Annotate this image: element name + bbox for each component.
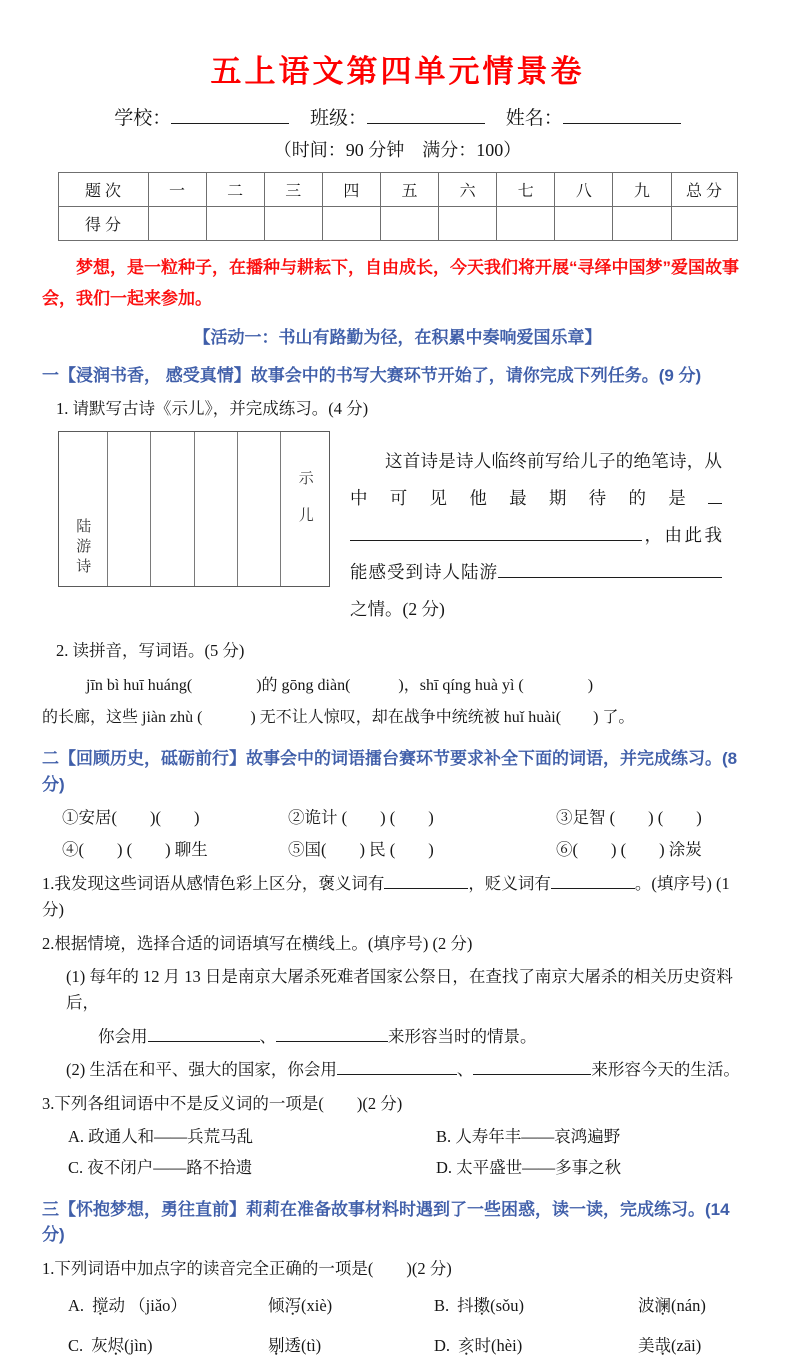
section-3-heading: 三【怀抱梦想，勇往直前】莉莉在准备故事材料时遇到了一些困惑，读一读，完成练习。(14 分) <box>42 1199 730 1245</box>
s2-question-2: 2.根据情境，选择合适的词语填写在横线上。(填序号) (2 分) <box>42 933 473 953</box>
option-word <box>268 1292 434 1320</box>
page-title: 五上语文第四单元情景卷 <box>210 54 585 89</box>
section-1-heading: 一【浸润书香， 感受真情】故事会中的书写大赛环节开始了，请你完成下列任务。(9 分) <box>42 365 702 385</box>
s2-question-2-2 <box>42 1057 753 1083</box>
score-header-row <box>58 173 737 207</box>
answer-blank <box>350 524 642 541</box>
score-col-3: 三 <box>264 173 322 207</box>
option-letter: D. <box>434 1336 451 1356</box>
word-text: (xiè) <box>301 1296 333 1316</box>
option-a: A. 政通人和——兵荒马乱 <box>68 1126 254 1146</box>
word-text: (zāi) <box>671 1336 702 1356</box>
word-item-3: ③足智 ( ) ( ) <box>556 808 702 827</box>
intro-paragraph: 梦想，是一粒种子，在播种与耕耘下，自由成长，今天我们将开展“寻绎中国梦”爱国故事会，我们一起来参加。 <box>42 258 739 309</box>
score-col-title: 题 次 <box>58 173 148 207</box>
section-2-heading: 二【回顾历史，砥砺前行】故事会中的词语擂台赛环节要求补全下面的词语，并完成练习。(8 分) <box>42 749 738 794</box>
score-cell <box>206 207 264 241</box>
s2-q1-text: 。(填序号) (1 分) <box>42 873 730 920</box>
answer-blank <box>708 487 722 504</box>
word-text: 动 （jiǎo） <box>108 1296 187 1316</box>
option-d: D. 太平盛世——多事之秋 <box>436 1158 622 1178</box>
grid-col-blank <box>151 432 194 586</box>
score-cell <box>555 207 613 241</box>
poem-note <box>350 443 722 628</box>
score-row-label: 得 分 <box>58 207 148 241</box>
word-text: 美 <box>638 1336 655 1356</box>
option-word <box>638 1332 753 1360</box>
score-col-8: 八 <box>555 173 613 207</box>
s2-q2-2-text: 、 <box>456 1060 474 1080</box>
option-b <box>434 1292 638 1320</box>
word-item-4: ④( ) ( ) 聊生 <box>62 840 208 860</box>
poem-author-label: 陆游诗 <box>74 517 91 578</box>
score-col-5: 五 <box>380 173 438 207</box>
word-text: 抖 <box>457 1296 474 1316</box>
answer-blank <box>551 873 635 889</box>
dotted-char: 搅 <box>92 1296 109 1316</box>
s2-q1-text: ，贬义词有 <box>468 873 551 893</box>
word-text: (sǒu) <box>490 1296 525 1316</box>
score-cell <box>322 207 380 241</box>
score-cell <box>497 207 555 241</box>
s2-question-2-1-cont <box>42 1024 753 1050</box>
word-item-5: ⑤国( ) 民 ( ) <box>288 840 434 860</box>
dotted-char: 澜 <box>654 1296 671 1316</box>
score-col-6: 六 <box>439 173 497 207</box>
option-b: B. 人寿年丰——哀鸿遍野 <box>436 1126 621 1146</box>
s2-q2-2-text: (2) 生活在和平、强大的国家，你会用 <box>66 1060 337 1080</box>
option-word <box>268 1332 434 1360</box>
s1-question-1: 1. 请默写古诗《示儿》，并完成练习。(4 分) <box>56 399 369 419</box>
word-text: 波 <box>638 1296 655 1316</box>
answer-blank <box>276 1026 388 1042</box>
grid-col-title <box>281 432 329 586</box>
score-col-2: 二 <box>206 173 264 207</box>
s2-q3-options-row-1 <box>42 1124 753 1150</box>
word-completion-row-2 <box>42 837 753 863</box>
s2-q2-1-text: 你会用 <box>98 1026 148 1046</box>
s3-q1-options-row-2 <box>42 1332 753 1360</box>
s3-q1-options-row-1 <box>42 1292 753 1320</box>
option-letter: A. <box>68 1296 85 1316</box>
dotted-char: 烬 <box>107 1336 125 1356</box>
word-completion-row-1 <box>42 805 753 831</box>
score-cell <box>380 207 438 241</box>
poem-note-text-1: 这首诗是诗人临终前写给儿子的绝笔诗，从中可见他最期待的是 <box>350 450 722 508</box>
score-col-1: 一 <box>148 173 206 207</box>
score-value-row <box>58 207 737 241</box>
score-cell <box>264 207 322 241</box>
dotted-char: 剔 <box>268 1336 285 1356</box>
option-d <box>434 1332 638 1360</box>
option-word <box>638 1292 753 1320</box>
grid-col-blank <box>108 432 151 586</box>
word-text: 倾 <box>268 1296 285 1316</box>
word-text: 时(hèi) <box>474 1336 523 1356</box>
activity-1-banner: 【活动一：书山有路勤为径，在积累中奏响爱国乐章】 <box>193 327 602 347</box>
score-col-total: 总 分 <box>671 173 737 207</box>
score-cell <box>613 207 671 241</box>
s2-q1-text: 1.我发现这些词语从感情色彩上区分，褒义词有 <box>42 873 385 893</box>
school-label: 学校： <box>114 108 172 129</box>
pinyin-line-1: jīn bì huī huáng( )的 gōng diàn( )，shī qíng huà yì ( ) <box>86 676 594 694</box>
score-col-4: 四 <box>322 173 380 207</box>
s2-q3-options-row-2 <box>42 1155 753 1181</box>
word-text: (nán) <box>671 1296 706 1316</box>
s2-question-2-1: (1) 每年的 12 月 13 日是南京大屠杀死难者国家公祭日，在查找了南京大屠杀的相关历史资料后， <box>66 966 733 1013</box>
option-a <box>68 1292 268 1320</box>
dotted-char: 泻 <box>284 1296 301 1316</box>
poem-note-text-3: 之情。(2 分) <box>350 599 445 620</box>
answer-blank <box>337 1059 457 1075</box>
word-text: 透(tì) <box>284 1336 322 1356</box>
answer-blank <box>148 1026 260 1042</box>
grid-col-author <box>59 432 108 586</box>
poem-note-text-2: ，由此我能感受到诗人陆游 <box>350 524 722 583</box>
score-cell <box>439 207 497 241</box>
score-col-9: 九 <box>613 173 671 207</box>
dotted-char: 哉 <box>654 1336 671 1356</box>
s2-question-3: 3.下列各组词语中不是反义词的一项是( )(2 分) <box>42 1093 403 1113</box>
option-letter: C. <box>68 1336 84 1356</box>
dotted-char: 亥 <box>458 1336 475 1356</box>
pinyin-line-2: 的长廊，这些 jiàn zhù ( ) 无不让人惊叹，却在战争中统统被 huǐ huài( ) 了。 <box>42 708 635 726</box>
word-item-6: ⑥( ) ( ) 涂炭 <box>556 840 702 860</box>
name-blank <box>563 106 681 124</box>
poem-writing-grid <box>58 431 330 587</box>
answer-blank <box>473 1059 591 1075</box>
name-label: 姓名： <box>505 108 563 129</box>
grid-col-blank <box>195 432 238 586</box>
dotted-char: 擞 <box>473 1296 491 1316</box>
s2-q2-1-text: 来形容当时的情景。 <box>388 1026 537 1046</box>
poem-title-label: 示儿 <box>296 469 313 544</box>
score-cell-total <box>671 207 737 241</box>
score-col-7: 七 <box>497 173 555 207</box>
word-text: 灰 <box>91 1336 108 1356</box>
s1-question-2: 2. 读拼音，写词语。(5 分) <box>56 641 245 661</box>
s3-question-1: 1.下列词语中加点字的读音完全正确的一项是( )(2 分) <box>42 1258 452 1278</box>
word-text: (jìn) <box>124 1336 153 1356</box>
answer-blank <box>498 561 616 578</box>
poem-copy-area <box>58 431 753 628</box>
school-blank <box>171 106 289 124</box>
s2-question-1 <box>42 871 753 924</box>
answer-blank <box>384 873 468 889</box>
word-item-2: ②诡计 ( ) ( ) <box>288 808 434 827</box>
s2-q2-2-text: 来形容今天的生活。 <box>591 1060 740 1080</box>
word-item-1: ①安居( )( ) <box>62 808 200 827</box>
option-c: C. 夜不闭户——路不拾遗 <box>68 1158 253 1178</box>
grid-col-blank <box>238 432 281 586</box>
time-score-line: （时间：90 分钟 满分：100） <box>273 140 522 160</box>
answer-blank <box>616 561 722 578</box>
option-letter: B. <box>434 1296 450 1316</box>
score-cell <box>148 207 206 241</box>
class-blank <box>367 106 485 124</box>
score-table <box>58 172 738 241</box>
student-info-line <box>42 103 753 130</box>
class-label: 班级： <box>309 108 367 129</box>
s2-q2-1-text: 、 <box>259 1026 276 1046</box>
option-c <box>68 1332 268 1360</box>
